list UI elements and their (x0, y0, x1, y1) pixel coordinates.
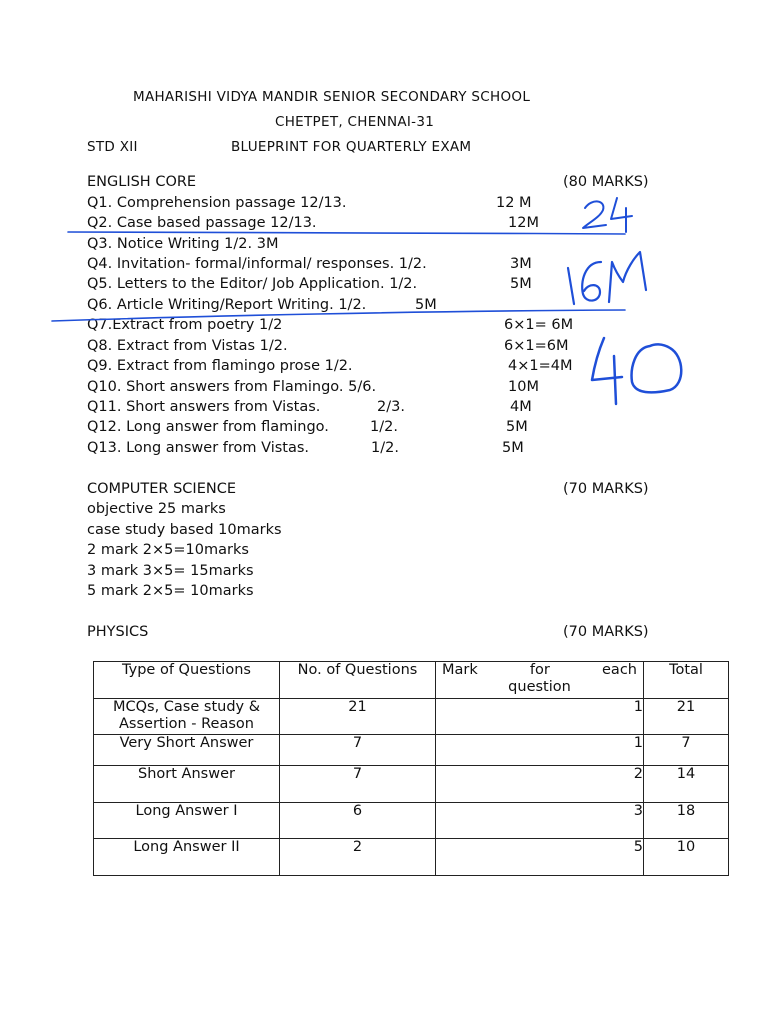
cell-total: 7 (644, 735, 729, 766)
cell-count: 6 (280, 803, 436, 839)
school-name: MAHARISHI VIDYA MANDIR SENIOR SECONDARY SCHOOL (133, 89, 531, 105)
col-header-type: Type of Questions (94, 662, 280, 699)
english-q4: Q4. Invitation- formal/informal/ responses. 1/2. (87, 256, 427, 272)
cell-count: 7 (280, 735, 436, 766)
english-q2: Q2. Case based passage 12/13. (87, 215, 317, 231)
cell-type-line: MCQs, Case study & (112, 699, 261, 715)
cell-count: 21 (280, 699, 436, 735)
std-label: STD XII (87, 139, 138, 155)
english-q13-marks: 5M (502, 440, 524, 456)
cs-line: 3 mark 3×5= 15marks (87, 563, 254, 579)
english-q11-marks: 4M (510, 399, 532, 415)
english-q11-fraction: 2/3. (377, 399, 405, 415)
col-header-each-word: each (602, 662, 637, 678)
handwritten-16m (568, 252, 646, 304)
col-header-count: No. of Questions (280, 662, 436, 699)
cell-total: 10 (644, 839, 729, 876)
english-q6-marks: 5M (415, 297, 437, 313)
cs-line: case study based 10marks (87, 522, 282, 538)
cell-type: Long Answer I (94, 803, 280, 839)
table-row (94, 735, 729, 766)
english-q5-marks: 5M (510, 276, 532, 292)
cell-type: Very Short Answer (94, 735, 280, 766)
cs-heading: COMPUTER SCIENCE (87, 481, 237, 497)
cell-type (94, 699, 280, 735)
col-header-question-word: question (508, 679, 571, 695)
table-header-row (94, 662, 729, 699)
english-q8-marks: 6×1=6M (504, 338, 569, 354)
english-q2-marks: 12M (508, 215, 539, 231)
english-q9-marks: 4×1=4M (508, 358, 573, 374)
cell-total: 14 (644, 766, 729, 803)
table-row (94, 839, 729, 876)
table-row (94, 699, 729, 735)
english-q10: Q10. Short answers from Flamingo. 5/6. (87, 379, 377, 395)
english-q13: Q13. Long answer from Vistas. (87, 440, 310, 456)
english-q6: Q6. Article Writing/Report Writing. 1/2. (87, 297, 367, 313)
ink-underline-q2 (68, 232, 625, 234)
col-header-for-word: for (529, 662, 550, 678)
cs-line: 5 mark 2×5= 10marks (87, 583, 254, 599)
english-q8: Q8. Extract from Vistas 1/2. (87, 338, 288, 354)
cell-type-line: Assertion - Reason (119, 716, 254, 732)
cell-mark: 1 (436, 735, 644, 766)
col-header-mark (436, 662, 644, 699)
cell-mark: 5 (436, 839, 644, 876)
cell-total: 18 (644, 803, 729, 839)
cs-marks: (70 MARKS) (563, 481, 649, 497)
cs-line: objective 25 marks (87, 501, 226, 517)
english-q12-marks: 5M (506, 419, 528, 435)
english-q1: Q1. Comprehension passage 12/13. (87, 195, 347, 211)
table-row (94, 766, 729, 803)
english-q12: Q12. Long answer from flamingo. (87, 419, 329, 435)
handwritten-24 (583, 198, 632, 232)
english-q13-fraction: 1/2. (371, 440, 399, 456)
cell-type: Short Answer (94, 766, 280, 803)
english-q4-marks: 3M (510, 256, 532, 272)
school-location: CHETPET, CHENNAI-31 (275, 114, 435, 130)
physics-heading: PHYSICS (87, 624, 149, 640)
cell-count: 7 (280, 766, 436, 803)
english-marks: (80 MARKS) (563, 174, 649, 190)
english-q1-marks: 12 M (496, 195, 532, 211)
cell-total: 21 (644, 699, 729, 735)
table-row (94, 803, 729, 839)
cell-mark: 1 (436, 699, 644, 735)
col-header-total: Total (644, 662, 729, 699)
english-q12-fraction: 1/2. (370, 419, 398, 435)
cs-line: 2 mark 2×5=10marks (87, 542, 249, 558)
cell-mark: 3 (436, 803, 644, 839)
handwritten-40 (592, 338, 681, 404)
english-heading: ENGLISH CORE (87, 174, 197, 190)
page-title: BLUEPRINT FOR QUARTERLY EXAM (231, 139, 472, 155)
english-q5: Q5. Letters to the Editor/ Job Application. 1/2. (87, 276, 418, 292)
cell-mark: 2 (436, 766, 644, 803)
english-q7: Q7.Extract from poetry 1/2 (87, 317, 283, 333)
english-q9: Q9. Extract from flamingo prose 1/2. (87, 358, 353, 374)
english-q7-marks: 6×1= 6M (504, 317, 574, 333)
physics-table (93, 661, 729, 876)
english-q3: Q3. Notice Writing 1/2. 3M (87, 236, 279, 252)
physics-marks: (70 MARKS) (563, 624, 649, 640)
col-header-mark-word: Mark (442, 662, 478, 678)
english-q11: Q11. Short answers from Vistas. (87, 399, 321, 415)
cell-count: 2 (280, 839, 436, 876)
english-q10-marks: 10M (508, 379, 539, 395)
cell-type: Long Answer II (94, 839, 280, 876)
